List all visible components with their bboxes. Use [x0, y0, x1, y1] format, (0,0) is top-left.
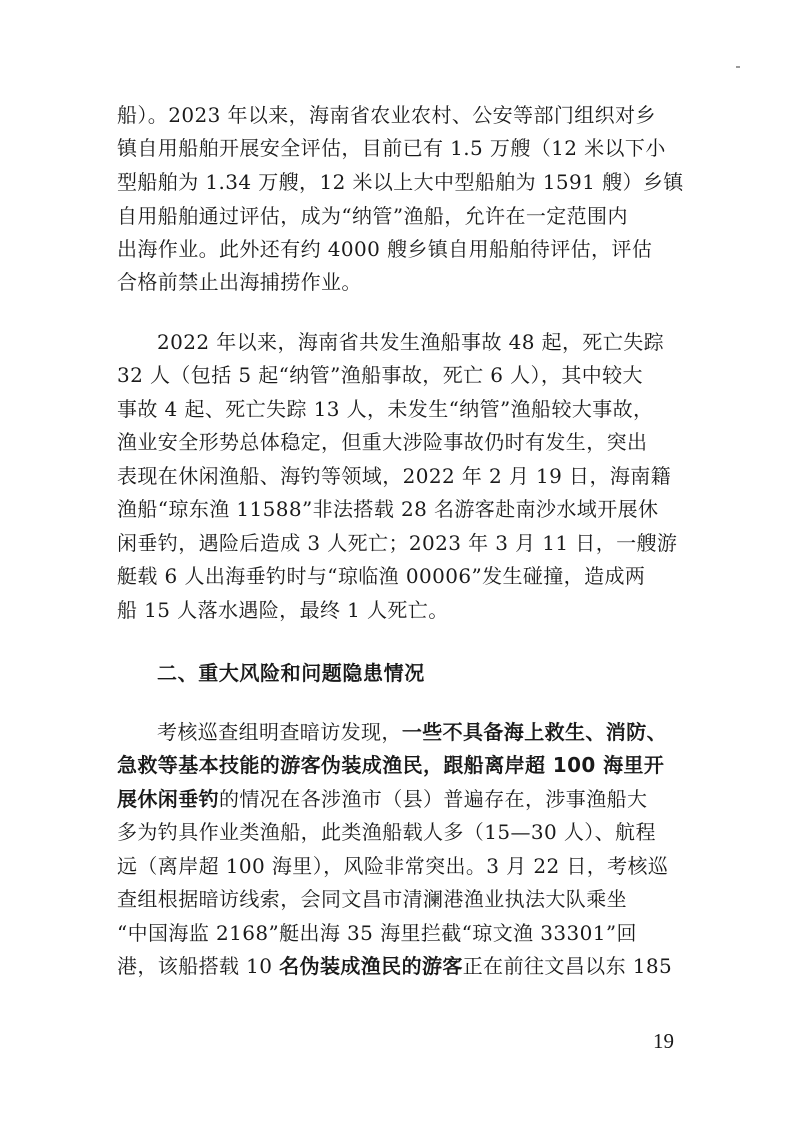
text-line: 急救等基本技能的游客伪装成渔民，跟船离岸超 100 海里开 [117, 753, 665, 777]
text-line: 考核巡查组明查暗访发现，一些不具备海上救生、消防、 [157, 720, 668, 744]
text-line: 32 人（包括 5 起“纳管”渔船事故，死亡 6 人），其中较大 [117, 363, 643, 387]
text-line: 事故 4 起、死亡失踪 13 人，未发生“纳管”渔船较大事故， [117, 397, 654, 421]
section-heading: 二、重大风险和问题隐患情况 [157, 661, 425, 685]
text-line: 远（离岸超 100 海里），风险非常突出。3 月 22 日，考核巡 [117, 854, 669, 878]
text-line: 查组根据暗访线索，会同文昌市清澜港渔业执法大队乘坐 [117, 887, 627, 911]
text-line: 出海作业。此外还有约 4000 艘乡镇自用船舶待评估，评估 [117, 237, 653, 261]
text-line: 艇载 6 人出海垂钓时与“琼临渔 00006”发生碰撞，造成两 [117, 564, 646, 588]
text-line: 闲垂钓，遇险后造成 3 人死亡；2023 年 3 月 11 日，一艘游 [117, 531, 678, 555]
page-speck [736, 66, 740, 68]
text-line: 港，该船搭载 10 名伪装成渔民的游客正在前往文昌以东 185 [117, 954, 673, 978]
text-line: 渔船“琼东渔 11588”非法搭载 28 名游客赴南沙水域开展休 [117, 497, 659, 521]
text-line: 型船舶为 1.34 万艘，12 米以上大中型船舶为 1591 艘）乡镇 [117, 170, 684, 194]
text-line: 多为钓具作业类渔船，此类渔船载人多（15—30 人）、航程 [117, 820, 656, 844]
text-line: 展休闲垂钓的情况在各涉渔市（县）普遍存在，涉事渔船大 [117, 787, 648, 811]
text-line: 渔业安全形势总体稳定，但重大涉险事故仍时有发生，突出 [117, 430, 648, 454]
text-line: 镇自用船舶开展安全评估，目前已有 1.5 万艘（12 米以下小 [117, 136, 666, 160]
text-line: 自用船舶通过评估，成为“纳管”渔船，允许在一定范围内 [117, 204, 628, 228]
text-line: 船 15 人落水遇险，最终 1 人死亡。 [117, 598, 449, 622]
text-line: 表现在休闲渔船、海钓等领域，2022 年 2 月 19 日，海南籍 [117, 464, 672, 488]
page-number: 19 [653, 1029, 674, 1053]
text-line: 船）。2023 年以来，海南省农业农村、公安等部门组织对乡 [117, 103, 656, 127]
text-line: 合格前禁止出海捕捞作业。 [117, 270, 362, 294]
text-line: 2022 年以来，海南省共发生渔船事故 48 起，死亡失踪 [157, 330, 665, 354]
text-line: “中国海监 2168”艇出海 35 海里拦截“琼文渔 33301”回 [117, 921, 637, 945]
